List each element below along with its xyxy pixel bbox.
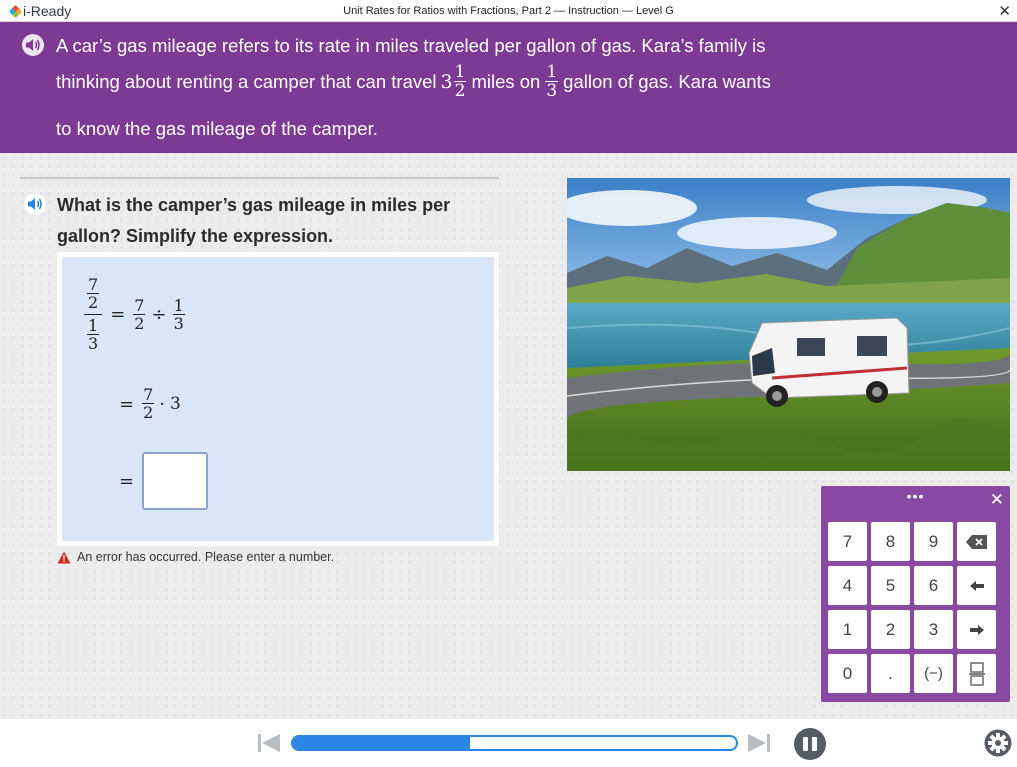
- key-fraction[interactable]: [957, 654, 996, 693]
- progress-fill: [293, 737, 470, 749]
- numeric-keypad: [821, 486, 1010, 702]
- banner-text: gallon of gas. Kara wants: [563, 71, 771, 92]
- key-decimal[interactable]: .: [871, 654, 910, 693]
- section-divider: [20, 177, 499, 179]
- key-3[interactable]: 3: [914, 610, 953, 649]
- banner-line-2: [56, 64, 771, 100]
- complex-fraction: [84, 277, 102, 352]
- complex-numerator: [84, 277, 102, 314]
- pause-icon: [803, 737, 808, 751]
- title-bar: [0, 0, 1017, 22]
- equals-sign: =: [119, 393, 135, 415]
- banner-line-3: to know the gas mileage of the camper.: [56, 118, 378, 139]
- fraction-denominator: 3: [173, 313, 184, 333]
- camper-icon: [749, 318, 909, 407]
- keypad-keys: [828, 522, 996, 693]
- previous-button[interactable]: [258, 733, 280, 758]
- key-8[interactable]: 8: [871, 522, 910, 561]
- close-window-button[interactable]: ✕: [998, 3, 1011, 20]
- error-text: An error has occurred. Please enter a number.: [77, 550, 335, 564]
- fraction-numerator: 7: [134, 295, 145, 315]
- fraction-numerator: 1: [454, 62, 466, 82]
- skip-back-icon: [258, 733, 280, 753]
- fraction-denominator: 3: [88, 334, 99, 353]
- fraction-numerator: 7: [88, 275, 99, 294]
- pause-button[interactable]: [794, 728, 826, 760]
- key-left[interactable]: [957, 566, 996, 605]
- camper-scene-image: [567, 178, 1010, 471]
- complex-denominator: [84, 314, 102, 352]
- key-4[interactable]: 4: [828, 566, 867, 605]
- fraction: [87, 277, 99, 311]
- app-name: i-Ready: [23, 3, 72, 19]
- key-right[interactable]: [957, 610, 996, 649]
- fraction-denominator: 2: [143, 403, 154, 422]
- key-9[interactable]: 9: [914, 522, 953, 561]
- fraction-denominator: 2: [88, 293, 99, 312]
- banner-audio-button[interactable]: [22, 34, 44, 56]
- fraction-numerator: 1: [173, 295, 184, 315]
- skip-forward-icon: [748, 733, 770, 753]
- key-7[interactable]: 7: [828, 522, 867, 561]
- gear-icon: [984, 729, 1012, 757]
- key-6[interactable]: 6: [914, 566, 953, 605]
- banner-text: thinking about renting a camper that can travel: [56, 71, 437, 92]
- fraction: [87, 318, 99, 352]
- distance-mixed-number: [441, 64, 472, 100]
- work-area: [57, 252, 499, 546]
- key-negative[interactable]: (−): [914, 654, 953, 693]
- equals-sign: =: [119, 470, 135, 492]
- speaker-icon: [27, 197, 43, 211]
- equation-row-1: [84, 277, 185, 352]
- banner-line-1: A car’s gas mileage refers to its rate in miles traveled per gallon of gas. Kara’s family is: [56, 35, 766, 56]
- equation-row-3: [119, 452, 208, 510]
- fraction-denominator: 3: [546, 81, 558, 101]
- keypad-header: [821, 486, 1010, 512]
- fraction-denominator: 2: [454, 81, 466, 101]
- fraction: [173, 295, 185, 333]
- key-1[interactable]: 1: [828, 610, 867, 649]
- camper-landscape-illustration: [567, 178, 1010, 471]
- window-title: Unit Rates for Ratios with Fractions, Part 2 — Instruction — Level G: [343, 5, 674, 17]
- key-backspace[interactable]: [957, 522, 996, 561]
- answer-input[interactable]: [142, 452, 208, 510]
- key-5[interactable]: 5: [871, 566, 910, 605]
- multiply-dot: ·: [159, 393, 166, 415]
- error-message: [57, 550, 334, 564]
- bottom-nav-bar: [0, 719, 1017, 767]
- question-audio-button[interactable]: [24, 193, 46, 215]
- divide-sign: ÷: [151, 304, 167, 325]
- arrow-right-icon: [970, 625, 984, 635]
- key-0[interactable]: 0: [828, 654, 867, 693]
- speaker-icon: [25, 38, 41, 52]
- next-button[interactable]: [748, 733, 770, 758]
- question-prompt: What is the camper’s gas mileage in miles per gallon? Simplify the expression.: [57, 195, 451, 246]
- multiplier: 3: [170, 394, 181, 414]
- fraction-numerator: 1: [546, 62, 558, 82]
- fraction-denominator: 2: [134, 313, 145, 333]
- problem-banner: [0, 22, 1017, 153]
- fraction-icon: [969, 662, 985, 686]
- banner-text: miles on: [471, 71, 541, 92]
- equals-sign: =: [110, 304, 126, 325]
- fraction-numerator: 7: [143, 385, 154, 404]
- keypad-close-button[interactable]: ✕: [989, 490, 1004, 509]
- fraction: [133, 295, 145, 333]
- warning-icon: [57, 551, 71, 564]
- keypad-drag-handle[interactable]: •••: [906, 488, 925, 504]
- distance-whole: 3: [440, 71, 453, 93]
- fraction-numerator: 1: [88, 316, 99, 335]
- equation-row-2: [119, 387, 181, 421]
- pause-icon: [812, 737, 817, 751]
- lesson-progress-bar: [291, 735, 738, 751]
- arrow-left-icon: [970, 581, 984, 591]
- backspace-icon: [966, 535, 988, 549]
- distance-fraction: [454, 64, 467, 100]
- fraction: [142, 387, 154, 421]
- key-2[interactable]: 2: [871, 610, 910, 649]
- gallon-fraction: [545, 64, 558, 100]
- settings-button[interactable]: [984, 729, 1012, 762]
